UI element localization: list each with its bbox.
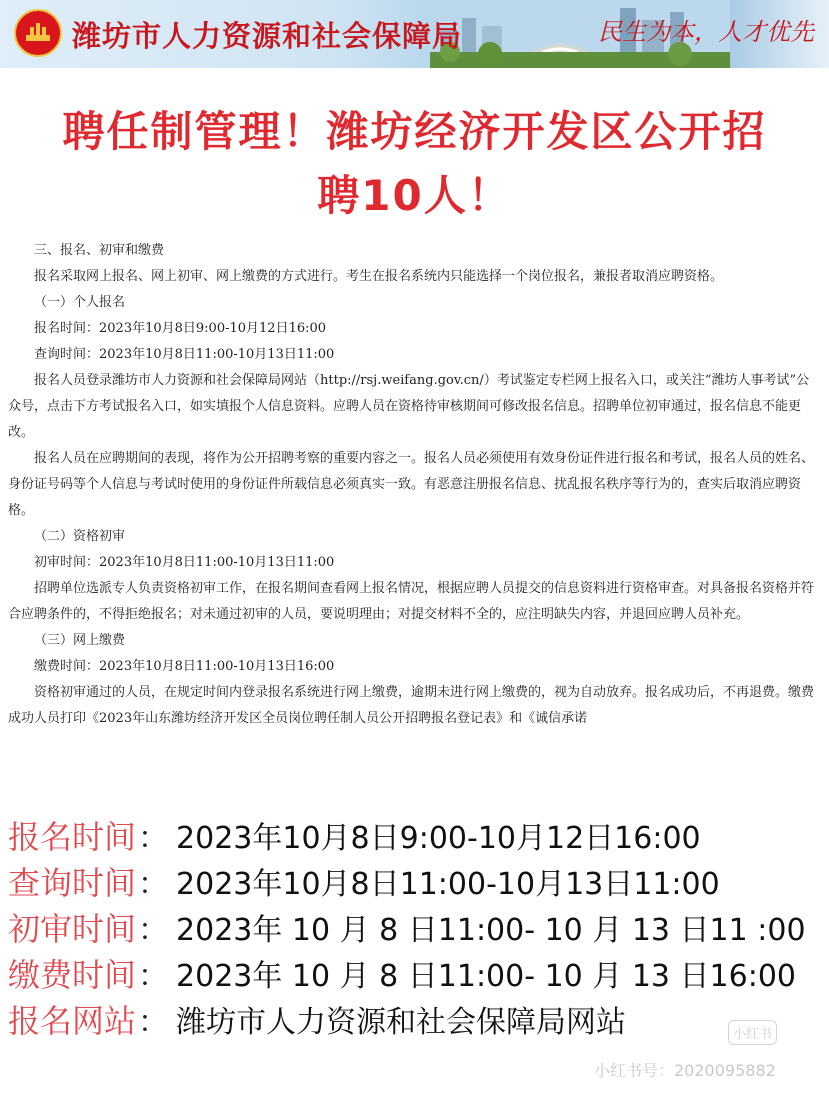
article-excerpt (8, 238, 822, 800)
summary-label: 查询时间 (8, 864, 137, 902)
summary-row (8, 858, 822, 904)
summary-colon: ： (138, 959, 169, 994)
summary-value: 2023年10月8日11:00-10月13日11:00 (176, 867, 720, 902)
review-paragraph: 招聘单位选派专人负责资格初审工作，在报名期间查看网上报名情况，根据应聘人员提交的信息资料进行资格审查。对具备报名资格并符合应聘条件的，不得拒绝报名；对未通过初审的人员，要说明理由；对提交材料不全的，应注明缺失内容，并退回应聘人员补充。 (8, 581, 815, 622)
subsection-heading-personal-signup: （一）个人报名 (34, 295, 126, 310)
signup-conduct-paragraph: 报名人员在应聘期间的表现，将作为公开招聘考察的重要内容之一。报名人员必须使用有效身份证件进行报名和考试，报名人员的姓名、身份证号码等个人信息与考试时使用的身份证件所载信息必须真实一致。有恶意注册报名信息、扰乱报名秩序等行为的，查实后取消应聘资格。 (8, 451, 815, 518)
bureau-emblem-icon (14, 9, 62, 57)
summary-row (8, 996, 822, 1042)
summary-label: 报名网站 (8, 1002, 137, 1040)
payment-time-line: 缴费时间：2023年10月8日11:00-10月13日16:00 (34, 659, 335, 674)
subsection-heading-review: （二）资格初审 (34, 529, 126, 544)
subsection-heading-payment: （三）网上缴费 (34, 633, 126, 648)
payment-paragraph: 资格初审通过的人员，在规定时间内登录报名系统进行网上缴费，逾期未进行网上缴费的，视为自动放弃。报名成功后，不再退费。缴费成功人员打印《2023年山东潍坊经济开发区全员岗位聘任制人员公开招聘报名登记表》和《诚信承诺 (8, 685, 815, 726)
header-banner (0, 0, 829, 68)
page-title-line-2: 聘10人！ (317, 171, 512, 220)
summary-label: 初审时间 (8, 910, 137, 948)
summary-colon: ： (138, 913, 169, 948)
summary-label: 报名时间 (8, 818, 137, 856)
bureau-slogan: 民生为本，人才优先 (598, 18, 814, 46)
page-title (0, 100, 829, 228)
summary-row (8, 950, 822, 996)
query-time-line: 查询时间：2023年10月8日11:00-10月13日11:00 (34, 347, 335, 362)
summary-row (8, 904, 822, 950)
summary-value: 2023年 10 月 8 日11:00- 10 月 13 日11 :00 (176, 913, 806, 948)
summary-value: 2023年 10 月 8 日11:00- 10 月 13 日16:00 (176, 959, 796, 994)
summary-value: 潍坊市人力资源和社会保障局网站 (176, 1005, 627, 1040)
xiaohongshu-logo-watermark: 小红书 (728, 1020, 777, 1045)
summary-row (8, 812, 822, 858)
summary-colon: ： (138, 867, 169, 902)
summary-colon: ： (138, 821, 169, 856)
summary-value: 2023年10月8日9:00-10月12日16:00 (176, 821, 701, 856)
account-id-watermark: 小红书号：2020095882 (594, 1061, 776, 1080)
intro-paragraph: 报名采取网上报名、网上初审、网上缴费的方式进行。考生在报名系统内只能选择一个岗位报名，兼报者取消应聘资格。 (34, 269, 724, 284)
signup-time-line: 报名时间：2023年10月8日9:00-10月12日16:00 (34, 321, 327, 336)
bureau-name: 潍坊市人力资源和社会保障局 (72, 19, 463, 53)
section-heading: 三、报名、初审和缴费 (34, 243, 165, 258)
review-time-line: 初审时间：2023年10月8日11:00-10月13日11:00 (34, 555, 335, 570)
page-title-line-1: 聘任制管理！潍坊经济开发区公开招 (62, 107, 767, 156)
signup-instructions-paragraph: 报名人员登录潍坊市人力资源和社会保障局网站（http://rsj.weifang.gov.cn/）考试鉴定专栏网上报名入口，或关注“潍坊人事考试”公众号，点击下方考试报名入口，如实填报个人信息资料。应聘人员在资格待审核期间可修改报名信息。招聘单位初审通过，报名信息不能更改。 (8, 373, 810, 440)
key-dates-summary (8, 812, 822, 1042)
summary-colon: ： (138, 1005, 169, 1040)
summary-label: 缴费时间 (8, 956, 137, 994)
